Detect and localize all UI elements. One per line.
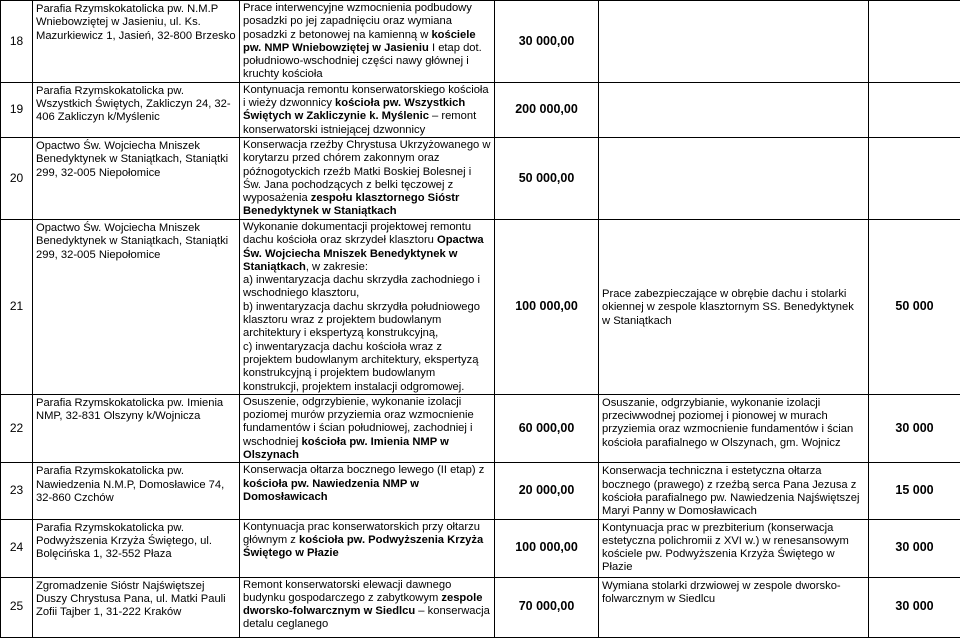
- task-text-segment: Osuszenie, odgrzybienie, wykonanie izolacji poziomej murów przyziemia oraz wzmocnienie fundamentów i ścian południowej, zachodniej i wschodniej: [243, 396, 474, 448]
- task-bold-segment: zespole dworsko-folwarcznym w Siedlcu: [243, 592, 482, 617]
- requested-amount-cell: 100 000,00: [495, 219, 599, 394]
- applicant-cell: Parafia Rzymskokatolicka pw. N.M.P Wniebowziętej w Jasieniu, ul. Ks. Mazurkiewicz 1, Jasień, 32-800 Brzesko: [33, 1, 240, 83]
- requested-amount-cell: 50 000,00: [495, 137, 599, 219]
- row-number-cell: 20: [1, 137, 33, 219]
- requested-amount-cell: 100 000,00: [495, 519, 599, 577]
- task-text-segment: , w zakresie: a) inwentaryzacja dachu skrzydła zachodniego i wschodniego klasztoru, b) inwentaryzacja dachu skrzydła południowego klasztoru wraz z projektem budowlanym architektury i ekspertyzą konstrukcyjną, c) inwentaryzacja dachu kościoła wraz z projektem budowlanym architektury, ekspertyzą konstrukcyjną i projektem budowlanym konstrukcji, projektem instalacji odgromowej.: [243, 261, 480, 393]
- task-description-cell: [240, 577, 495, 637]
- granted-task-cell: Kontynuacja prac w prezbiterium (konserwacja estetyczna polichromii z XVI w.) w renesansowym kościele pw. Podwyższenia Krzyża Świętego w Płazie: [599, 519, 869, 577]
- row-number-cell: 22: [1, 394, 33, 462]
- task-description-cell: [240, 394, 495, 462]
- granted-amount-cell: [869, 1, 960, 83]
- task-bold-segment: kościoła pw. Nawiedzenia NMP w Domosławicach: [243, 478, 419, 503]
- granted-task-cell: Osuszanie, odgrzybianie, wykonanie izolacji przeciwwodnej poziomej i pionowej w murach przyziemia oraz wzmocnienie fundamentów i ścian kościoła parafialnego w Olszynach, gm. Wojnicz: [599, 394, 869, 462]
- task-description-cell: [240, 219, 495, 394]
- granted-task-cell: [599, 82, 869, 137]
- row-number-cell: 19: [1, 82, 33, 137]
- task-bold-segment: kościoła pw. Wszystkich Świętych w Zakliczynie k. Myślenic: [243, 97, 465, 122]
- task-text-segment: Remont konserwatorski elewacji dawnego budynku gospodarczego z zabytkowym: [243, 579, 451, 604]
- task-text-segment: I etap dot. południowo-wschodniej części nawy głównej i kruchty kościoła: [243, 42, 482, 81]
- granted-task-cell: Prace zabezpieczające w obrębie dachu i stolarki okiennej w zespole klasztornym SS. Benedyktynek w Staniątkach: [599, 219, 869, 394]
- granted-amount-cell: 30 000: [869, 394, 960, 462]
- requested-amount-cell: 20 000,00: [495, 463, 599, 519]
- table-row: [1, 219, 960, 394]
- granted-task-cell: [599, 137, 869, 219]
- task-text-segment: Kontynuacja remontu konserwatorskiego kościoła i wieży dzwonnicy: [243, 84, 489, 109]
- task-bold-segment: Opactwa Św. Wojciecha Mniszek Benedyktynek w Staniątkach: [243, 234, 484, 273]
- task-bold-segment: kościoła pw. Podwyższenia Krzyża Świętego w Płazie: [243, 534, 483, 559]
- task-text-segment: Wykonanie dokumentacji projektowej remontu dachu kościoła oraz skrzydeł klasztoru: [243, 221, 471, 246]
- granted-amount-cell: 30 000: [869, 577, 960, 637]
- task-description-cell: [240, 519, 495, 577]
- applicant-cell: Parafia Rzymskokatolicka pw. Wszystkich Świętych, Zakliczyn 24, 32-406 Zakliczyn k/Myślenic: [33, 82, 240, 137]
- applicant-cell: Parafia Rzymskokatolicka pw. Nawiedzenia N.M.P, Domosławice 74, 32-860 Czchów: [33, 463, 240, 519]
- requested-amount-cell: 60 000,00: [495, 394, 599, 462]
- applicant-cell: Zgromadzenie Sióstr Najświętszej Duszy Chrystusa Pana, ul. Matki Pauli Zofii Tajber 1, 31-222 Kraków: [33, 577, 240, 637]
- row-number-cell: 21: [1, 219, 33, 394]
- task-text-segment: Prace interwencyjne wzmocnienia podbudowy posadzki po jej zapadnięciu oraz wymiana posadzki z betonowej na kamienną w: [243, 2, 472, 41]
- granted-amount-cell: [869, 137, 960, 219]
- row-number-cell: 25: [1, 577, 33, 637]
- row-number-cell: 18: [1, 1, 33, 83]
- table-row: [1, 577, 960, 637]
- applicant-cell: Parafia Rzymskokatolicka pw. Imienia NMP, 32-831 Olszyny k/Wojnicza: [33, 394, 240, 462]
- table-row: [1, 394, 960, 462]
- task-text-segment: Kontynuacja prac konserwatorskich przy ołtarzu głównym z: [243, 521, 480, 546]
- granted-task-cell: Konserwacja techniczna i estetyczna ołtarza bocznego (prawego) z rzeźbą serca Pana Jezusa z kościoła parafialnego pw. Nawiedzenia Najświętszej Maryi Panny w Domosławicach: [599, 463, 869, 519]
- task-text-segment: – konserwacja detalu ceglanego: [243, 605, 490, 630]
- task-text-segment: Konserwacja rzeźby Chrystusa Ukrzyżowanego w korytarzu przed chórem zakonnym oraz późnogotyckich rzeźb Matki Boskiej Bolesnej i Św. Jana pochodzących z belki tęczowej z wyposażenia: [243, 139, 490, 204]
- granted-amount-cell: 15 000: [869, 463, 960, 519]
- task-bold-segment: kościele pw. NMP Wniebowziętej w Jasieniu: [243, 29, 476, 54]
- granted-amount-cell: [869, 82, 960, 137]
- applicant-cell: Opactwo Św. Wojciecha Mniszek Benedyktynek w Staniątkach, Staniątki 299, 32-005 Niepołomice: [33, 219, 240, 394]
- granted-amount-cell: 30 000: [869, 519, 960, 577]
- task-bold-segment: zespołu klasztornego Sióstr Benedyktynek w Staniątkach: [243, 192, 459, 217]
- row-number-cell: 23: [1, 463, 33, 519]
- applicant-cell: Parafia Rzymskokatolicka pw. Podwyższenia Krzyża Świętego, ul. Bolęcińska 1, 32-552 Płaza: [33, 519, 240, 577]
- task-description-cell: [240, 1, 495, 83]
- task-bold-segment: kościoła pw. Imienia NMP w Olszynach: [243, 436, 449, 461]
- table-row: [1, 137, 960, 219]
- requested-amount-cell: 200 000,00: [495, 82, 599, 137]
- row-number-cell: 24: [1, 519, 33, 577]
- requested-amount-cell: 30 000,00: [495, 1, 599, 83]
- task-description-cell: [240, 137, 495, 219]
- task-text-segment: Konserwacja ołtarza bocznego lewego (II etap) z: [243, 464, 484, 476]
- task-text-segment: – remont konserwatorski istniejącej dzwonnicy: [243, 110, 476, 135]
- task-description-cell: [240, 82, 495, 137]
- requested-amount-cell: 70 000,00: [495, 577, 599, 637]
- granted-amount-cell: 50 000: [869, 219, 960, 394]
- applicant-cell: Opactwo Św. Wojciecha Mniszek Benedyktynek w Staniątkach, Staniątki 299, 32-005 Niepołomice: [33, 137, 240, 219]
- granted-task-cell: [599, 1, 869, 83]
- granted-task-cell: Wymiana stolarki drzwiowej w zespole dworsko-folwarcznym w Siedlcu: [599, 577, 869, 637]
- grants-table-body: [1, 1, 960, 638]
- table-row: [1, 519, 960, 577]
- table-row: [1, 1, 960, 83]
- table-row: [1, 463, 960, 519]
- table-row: [1, 82, 960, 137]
- task-description-cell: [240, 463, 495, 519]
